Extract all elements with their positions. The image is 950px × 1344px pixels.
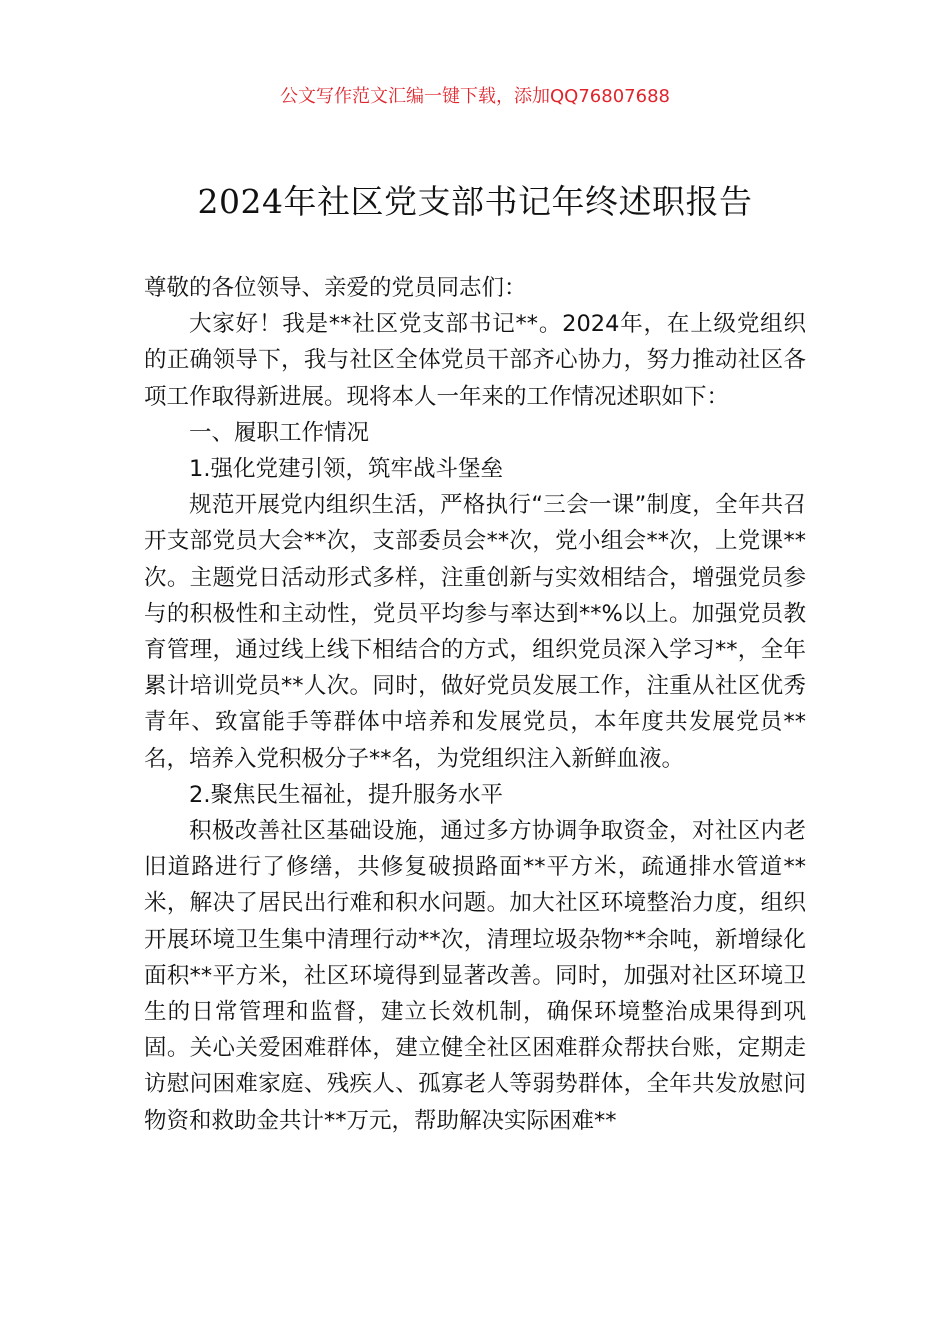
paragraph-livelihood: 积极改善社区基础设施，通过多方协调争取资金，对社区内老旧道路进行了修缮，共修复破损路面**平方米，疏通排水管道**米，解决了居民出行难和积水问题。加大社区环境整治力度，组织开展环境卫生集中清理行动**次，清理垃圾杂物**余吨，新增绿化面积**平方米，社区环境得到显著改善。同时，加强对社区环境卫生的日常管理和监督，建立长效机制，确保环境整治成果得到巩固。关心关爱困难群体，建立健全社区困难群众帮扶台账，定期走访慰问困难家庭、残疾人、孤寡老人等弱势群体，全年共发放慰问物资和救助金共计**万元，帮助解决实际困难** [144,818,806,1134]
document-body [144,270,806,1139]
paragraph-intro: 大家好！我是**社区党支部书记**。2024年，在上级党组织的正确领导下，我与社区全体党员干部齐心协力，努力推动社区各项工作取得新进展。现将本人一年来的工作情况述职如下： [144,311,806,410]
promo-banner[interactable]: 公文写作范文汇编一键下载，添加QQ76807688 [280,86,670,107]
paragraph-party-building: 规范开展党内组织生活，严格执行“三会一课”制度，全年共召开支部党员大会**次，支部委员会**次，党小组会**次，上党课**次。主题党日活动形式多样，注重创新与实效相结合，增强党员参与的积极性和主动性，党员平均参与率达到**%以上。加强党员教育管理，通过线上线下相结合的方式，组织党员深入学习**，全年累计培训党员**人次。同时，做好党员发展工作，注重从社区优秀青年、致富能手等群体中培养和发展党员，本年度共发展党员**名，培养入党积极分子**名，为党组织注入新鲜血液。 [144,492,806,772]
subsection-heading-2: 2.聚焦民生福祉，提升服务水平 [189,781,503,808]
section-heading-1: 一、履职工作情况 [189,419,370,446]
subsection-heading-1: 1.强化党建引领，筑牢战斗堡垒 [189,456,503,483]
salutation: 尊敬的各位领导、亲爱的党员同志们： [144,275,527,301]
document-title: 2024年社区党支部书记年终述职报告 [197,182,753,221]
